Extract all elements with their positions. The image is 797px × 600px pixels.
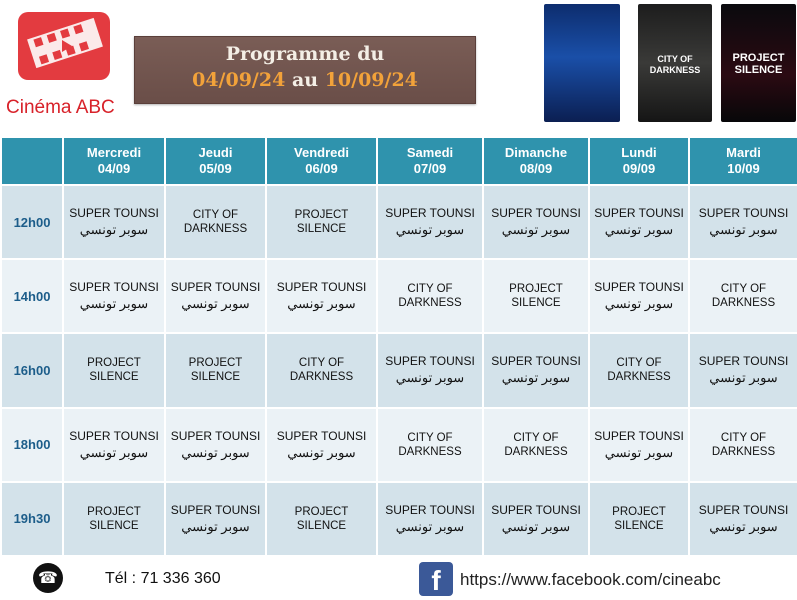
day-name: Jeudi	[198, 145, 233, 160]
table-row	[1, 185, 797, 259]
film-strip-icon	[0, 0, 135, 100]
phone-icon: ☎	[33, 563, 63, 593]
film-title-arabic: سوبر تونسي	[604, 296, 674, 312]
film-title: SUPER TOUNSI	[491, 206, 581, 221]
screening-cell[interactable]	[689, 408, 797, 482]
screening-cell[interactable]	[266, 408, 377, 482]
day-header	[63, 137, 165, 185]
film-title: SUPER TOUNSI	[69, 280, 159, 295]
film-title: SUPER TOUNSI	[385, 354, 475, 369]
film-title-arabic: سوبر تونسي	[287, 296, 356, 312]
film-title-arabic: سوبر تونسي	[395, 370, 465, 386]
film-title: CITY OF	[407, 283, 453, 296]
film-title: PROJECT	[294, 209, 349, 222]
date-separator: au	[291, 69, 319, 91]
table-row	[1, 482, 797, 556]
film-title: CITY OF	[720, 431, 767, 444]
logo-text: Cinéma ABC	[6, 97, 115, 118]
day-date: 06/09	[305, 161, 338, 176]
film-title: SUPER TOUNSI	[170, 502, 261, 517]
film-title: SUPER TOUNSI	[594, 206, 684, 221]
day-name: Mardi	[726, 145, 761, 160]
showtime: 12h00	[1, 185, 63, 259]
film-title-line2: SILENCE	[190, 371, 241, 384]
film-title-arabic: سوبر تونسي	[181, 296, 250, 312]
screening-cell[interactable]	[483, 482, 589, 556]
film-title-line2: DARKNESS	[398, 297, 462, 310]
showtime: 14h00	[1, 259, 63, 333]
corner-cell	[1, 137, 63, 185]
screening-cell[interactable]	[165, 408, 266, 482]
day-date: 05/09	[199, 161, 232, 176]
day-date: 09/09	[622, 161, 656, 176]
film-title-arabic: سوبر تونسي	[501, 518, 571, 534]
film-title-line2: DARKNESS	[711, 445, 776, 458]
showtime: 18h00	[1, 408, 63, 482]
film-title: CITY OF	[407, 431, 453, 444]
film-title-arabic: سوبر تونسي	[709, 518, 778, 534]
film-title-arabic: سوبر تونسي	[709, 222, 778, 238]
poster-title: PROJECT SILENCE	[732, 52, 785, 76]
film-title-arabic: سوبر تونسي	[604, 222, 674, 238]
film-title-arabic: سوبر تونسي	[501, 370, 571, 386]
poster-title: CITY OF DARKNESS	[649, 54, 701, 75]
film-title: CITY OF	[616, 357, 662, 370]
film-title-line2: DARKNESS	[183, 223, 248, 236]
screening-cell[interactable]	[63, 185, 165, 259]
screening-cell[interactable]	[377, 185, 483, 259]
film-title: CITY OF	[513, 431, 559, 444]
schedule-table	[0, 136, 797, 557]
screening-cell[interactable]	[165, 482, 266, 556]
screening-cell[interactable]	[483, 333, 589, 407]
day-header	[165, 137, 266, 185]
film-title: CITY OF	[192, 209, 239, 222]
poster-project-silence[interactable]	[721, 4, 796, 122]
table-row	[1, 259, 797, 333]
film-title-arabic: سوبر تونسي	[395, 222, 465, 238]
film-title-line2: DARKNESS	[504, 445, 568, 458]
day-date: 10/09	[727, 161, 760, 176]
day-header	[589, 137, 689, 185]
day-name: Samedi	[406, 145, 454, 160]
film-title: SUPER TOUNSI	[385, 502, 475, 517]
screening-cell[interactable]	[589, 259, 689, 333]
table-row	[1, 408, 797, 482]
film-title: SUPER TOUNSI	[170, 280, 261, 295]
screening-cell[interactable]	[689, 185, 797, 259]
film-title: PROJECT	[188, 357, 243, 370]
cinema-logo	[0, 0, 135, 132]
screening-cell[interactable]	[589, 333, 689, 407]
screening-cell[interactable]	[689, 259, 797, 333]
film-title-arabic: سوبر تونسي	[395, 518, 465, 534]
film-title: SUPER TOUNSI	[69, 428, 159, 443]
screening-cell[interactable]	[589, 185, 689, 259]
day-header	[689, 137, 797, 185]
film-title: SUPER TOUNSI	[276, 428, 367, 443]
film-title-line2: SILENCE	[296, 519, 347, 532]
screening-cell[interactable]	[377, 482, 483, 556]
day-name: Lundi	[621, 145, 657, 160]
film-title-line2: DARKNESS	[711, 297, 776, 310]
screening-cell[interactable]	[377, 333, 483, 407]
screening-cell[interactable]	[63, 259, 165, 333]
table-header-row	[1, 137, 797, 185]
film-title: SUPER TOUNSI	[698, 354, 789, 369]
film-title-arabic: سوبر تونسي	[79, 296, 149, 312]
film-title-line2: SILENCE	[89, 371, 139, 384]
screening-cell[interactable]	[589, 408, 689, 482]
screening-cell[interactable]	[266, 185, 377, 259]
programme-banner	[134, 36, 476, 104]
poster-city-of-darkness[interactable]	[638, 4, 712, 122]
screening-cell[interactable]	[165, 185, 266, 259]
day-name: Mercredi	[86, 145, 142, 160]
film-title-line2: DARKNESS	[607, 371, 671, 384]
poster-super-tounsi[interactable]	[544, 4, 620, 122]
film-title: PROJECT	[509, 283, 563, 296]
day-header	[266, 137, 377, 185]
film-title-line2: DARKNESS	[398, 445, 462, 458]
screening-cell[interactable]	[266, 259, 377, 333]
day-header	[483, 137, 589, 185]
day-header	[377, 137, 483, 185]
film-title: SUPER TOUNSI	[385, 206, 475, 221]
film-title: SUPER TOUNSI	[594, 280, 684, 295]
facebook-link[interactable]: https://www.facebook.com/cineabc	[460, 570, 721, 589]
phone-number[interactable]: Tél : 71 336 360	[105, 570, 221, 587]
banner-dates	[135, 69, 475, 91]
screening-cell[interactable]	[63, 482, 165, 556]
date-from: 04/09/24	[192, 69, 286, 91]
day-date: 07/09	[413, 161, 447, 176]
screening-cell[interactable]	[689, 482, 797, 556]
film-title-arabic: سوبر تونسي	[79, 222, 149, 238]
screening-cell[interactable]	[266, 482, 377, 556]
screening-cell[interactable]	[377, 408, 483, 482]
day-name: Dimanche	[504, 145, 568, 160]
film-title: PROJECT	[294, 505, 349, 518]
film-title-line2: DARKNESS	[289, 371, 354, 384]
date-to: 10/09/24	[324, 69, 418, 91]
film-title: CITY OF	[720, 283, 767, 296]
film-title-arabic: سوبر تونسي	[709, 370, 778, 386]
screening-cell[interactable]	[63, 408, 165, 482]
film-title-line2: SILENCE	[511, 297, 561, 310]
film-title: CITY OF	[298, 357, 345, 370]
screening-cell[interactable]	[483, 185, 589, 259]
film-title: PROJECT	[87, 505, 141, 518]
table-row	[1, 333, 797, 407]
screening-cell[interactable]	[165, 333, 266, 407]
banner-title: Programme du	[225, 43, 385, 65]
screening-cell[interactable]	[377, 259, 483, 333]
film-title: PROJECT	[612, 505, 666, 518]
film-title: SUPER TOUNSI	[491, 354, 581, 369]
film-title-arabic: سوبر تونسي	[501, 222, 571, 238]
screening-cell[interactable]	[266, 333, 377, 407]
film-title-line2: SILENCE	[89, 519, 139, 532]
film-title: SUPER TOUNSI	[491, 502, 581, 517]
film-title: PROJECT	[87, 357, 141, 370]
film-title: SUPER TOUNSI	[170, 428, 261, 443]
film-title-arabic: سوبر تونسي	[79, 444, 149, 460]
film-title-arabic: سوبر تونسي	[181, 518, 250, 534]
day-name: Vendredi	[294, 145, 349, 160]
showtime: 19h30	[1, 482, 63, 556]
film-title: SUPER TOUNSI	[276, 280, 367, 295]
film-title-arabic: سوبر تونسي	[287, 444, 356, 460]
screening-cell[interactable]	[589, 482, 689, 556]
film-title-arabic: سوبر تونسي	[181, 444, 250, 460]
screening-cell[interactable]	[483, 408, 589, 482]
day-date: 04/09	[97, 161, 131, 176]
film-title-line2: SILENCE	[614, 519, 664, 532]
film-title-arabic: سوبر تونسي	[604, 444, 674, 460]
day-date: 08/09	[519, 161, 553, 176]
film-title: SUPER TOUNSI	[69, 206, 159, 221]
screening-cell[interactable]	[165, 259, 266, 333]
film-title-line2: SILENCE	[296, 223, 347, 236]
showtime: 16h00	[1, 333, 63, 407]
screening-cell[interactable]	[483, 259, 589, 333]
film-title: SUPER TOUNSI	[594, 428, 684, 443]
screening-cell[interactable]	[63, 333, 165, 407]
screening-cell[interactable]	[689, 333, 797, 407]
film-title: SUPER TOUNSI	[698, 502, 789, 517]
film-title: SUPER TOUNSI	[698, 206, 789, 221]
facebook-icon[interactable]: f	[419, 562, 453, 596]
